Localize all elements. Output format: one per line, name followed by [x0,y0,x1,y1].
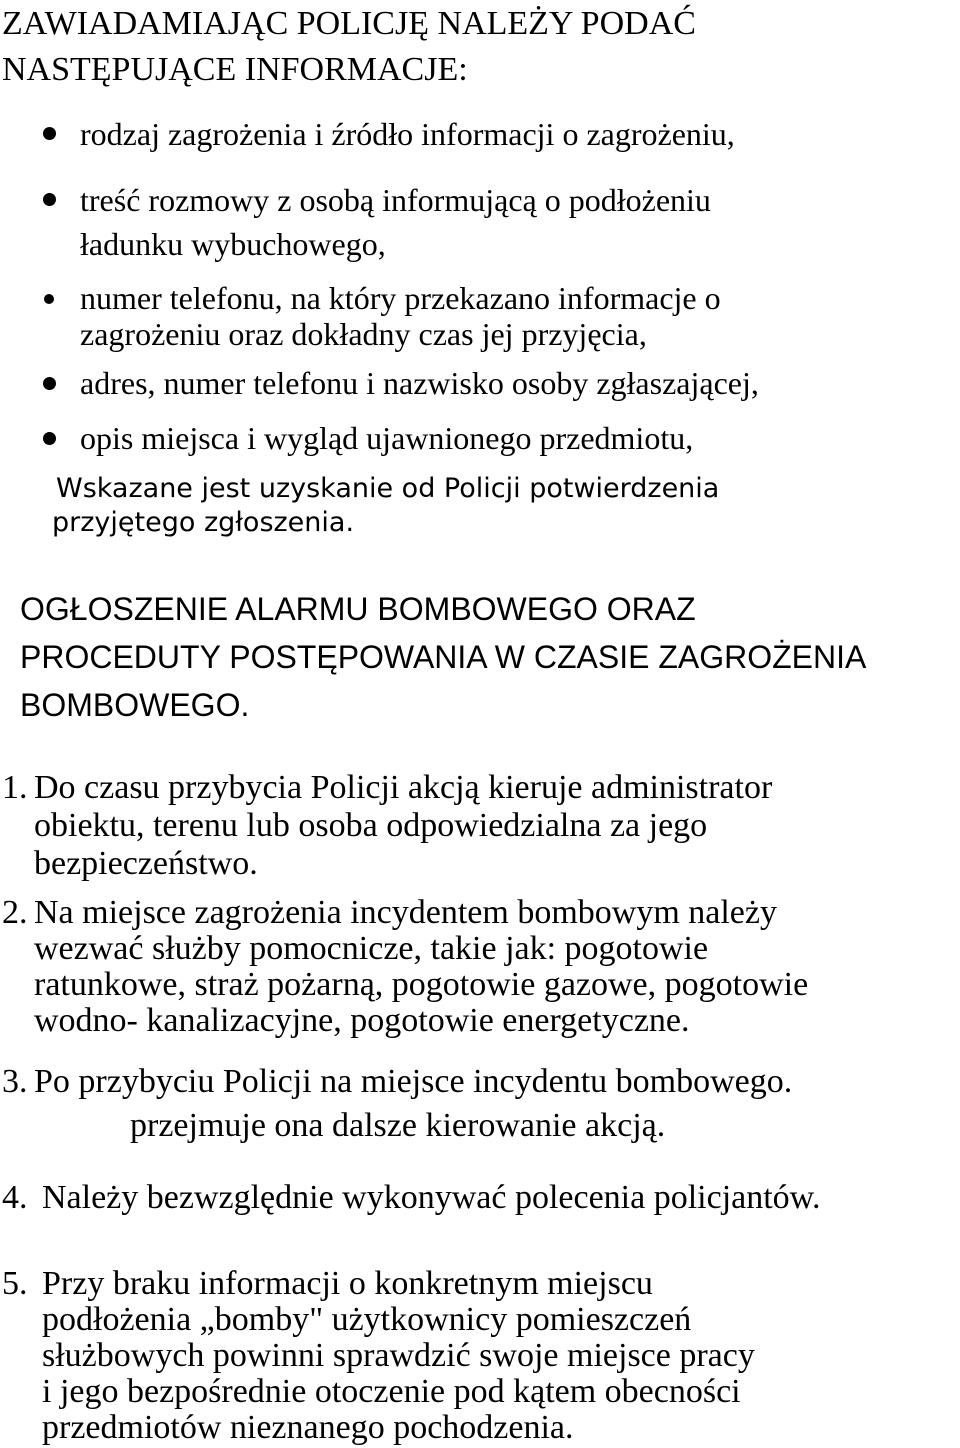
step-number: 1. [2,769,28,806]
step-text: Przy braku informacji o konkretnym miejscu [42,1265,653,1302]
step-text: Do czasu przybycia Policji akcją kieruje administrator [34,769,773,806]
list-item-text: opis miejsca i wygląd ujawnionego przedmiotu, [80,420,694,456]
step-number: 5. [2,1265,28,1302]
step-text: bezpieczeństwo. [34,845,258,882]
step-number: 3. [2,1063,28,1100]
bullet-icon [43,127,56,140]
step-text: przedmiotów nieznanego pochodzenia. [42,1409,574,1446]
heading-line-1: ZAWIADAMIAJĄC POLICJĘ NALEŻY PODAĆ [2,5,696,42]
step-text: i jego bezpośrednie otoczenie pod kątem obecności [42,1373,741,1410]
bullet-icon [43,193,56,206]
bullet-icon [43,432,56,445]
list-item-text: treść rozmowy z osobą informującą o podłożeniu [80,182,711,218]
step-text: Należy bezwzględnie wykonywać polecenia policjantów. [42,1179,821,1216]
note-line-1: Wskazane jest uzyskanie od Policji potwierdzenia [56,473,720,504]
list-item-text: adres, numer telefonu i nazwisko osoby zgłaszającej, [80,365,759,401]
list-item-text: ładunku wybuchowego, [80,226,386,262]
list-item-text: rodzaj zagrożenia i źródło informacji o zagrożeniu, [80,116,735,152]
step-number: 4. [2,1179,28,1216]
step-number: 2. [2,894,28,931]
list-item-text: numer telefonu, na który przekazano informacje o [80,280,721,316]
step-text: służbowych powinni sprawdzić swoje miejsce pracy [42,1337,755,1374]
heading-line-2: NASTĘPUJĄCE INFORMACJE: [2,51,468,88]
step-text: wezwać służby pomocnicze, takie jak: pogotowie [34,930,709,967]
note-line-2: przyjętego zgłoszenia. [52,507,355,538]
step-text: obiektu, terenu lub osoba odpowiedzialna za jego [34,807,708,844]
step-text: Po przybyciu Policji na miejsce incydentu bombowego. [34,1063,793,1100]
bullet-icon [43,377,56,390]
list-item-text: zagrożeniu oraz dokładny czas jej przyjęcia, [80,316,647,352]
section-title-line-2: PROCEDUTY POSTĘPOWANIA W CZASIE ZAGROŻENIA [20,639,867,675]
step-text: wodno- kanalizacyjne, pogotowie energetyczne. [34,1002,690,1039]
step-text: Na miejsce zagrożenia incydentem bombowym należy [34,894,777,931]
step-text: ratunkowe, straż pożarną, pogotowie gazowe, pogotowie [34,966,809,1003]
section-title-line-3: BOMBOWEGO. [20,687,250,723]
step-text: podłożenia „bomby" użytkownicy pomieszczeń [42,1301,692,1338]
bullet-icon [44,294,54,304]
step-text: przejmuje ona dalsze kierowanie akcją. [130,1107,666,1144]
section-title-line-1: OGŁOSZENIE ALARMU BOMBOWEGO ORAZ [20,591,696,627]
